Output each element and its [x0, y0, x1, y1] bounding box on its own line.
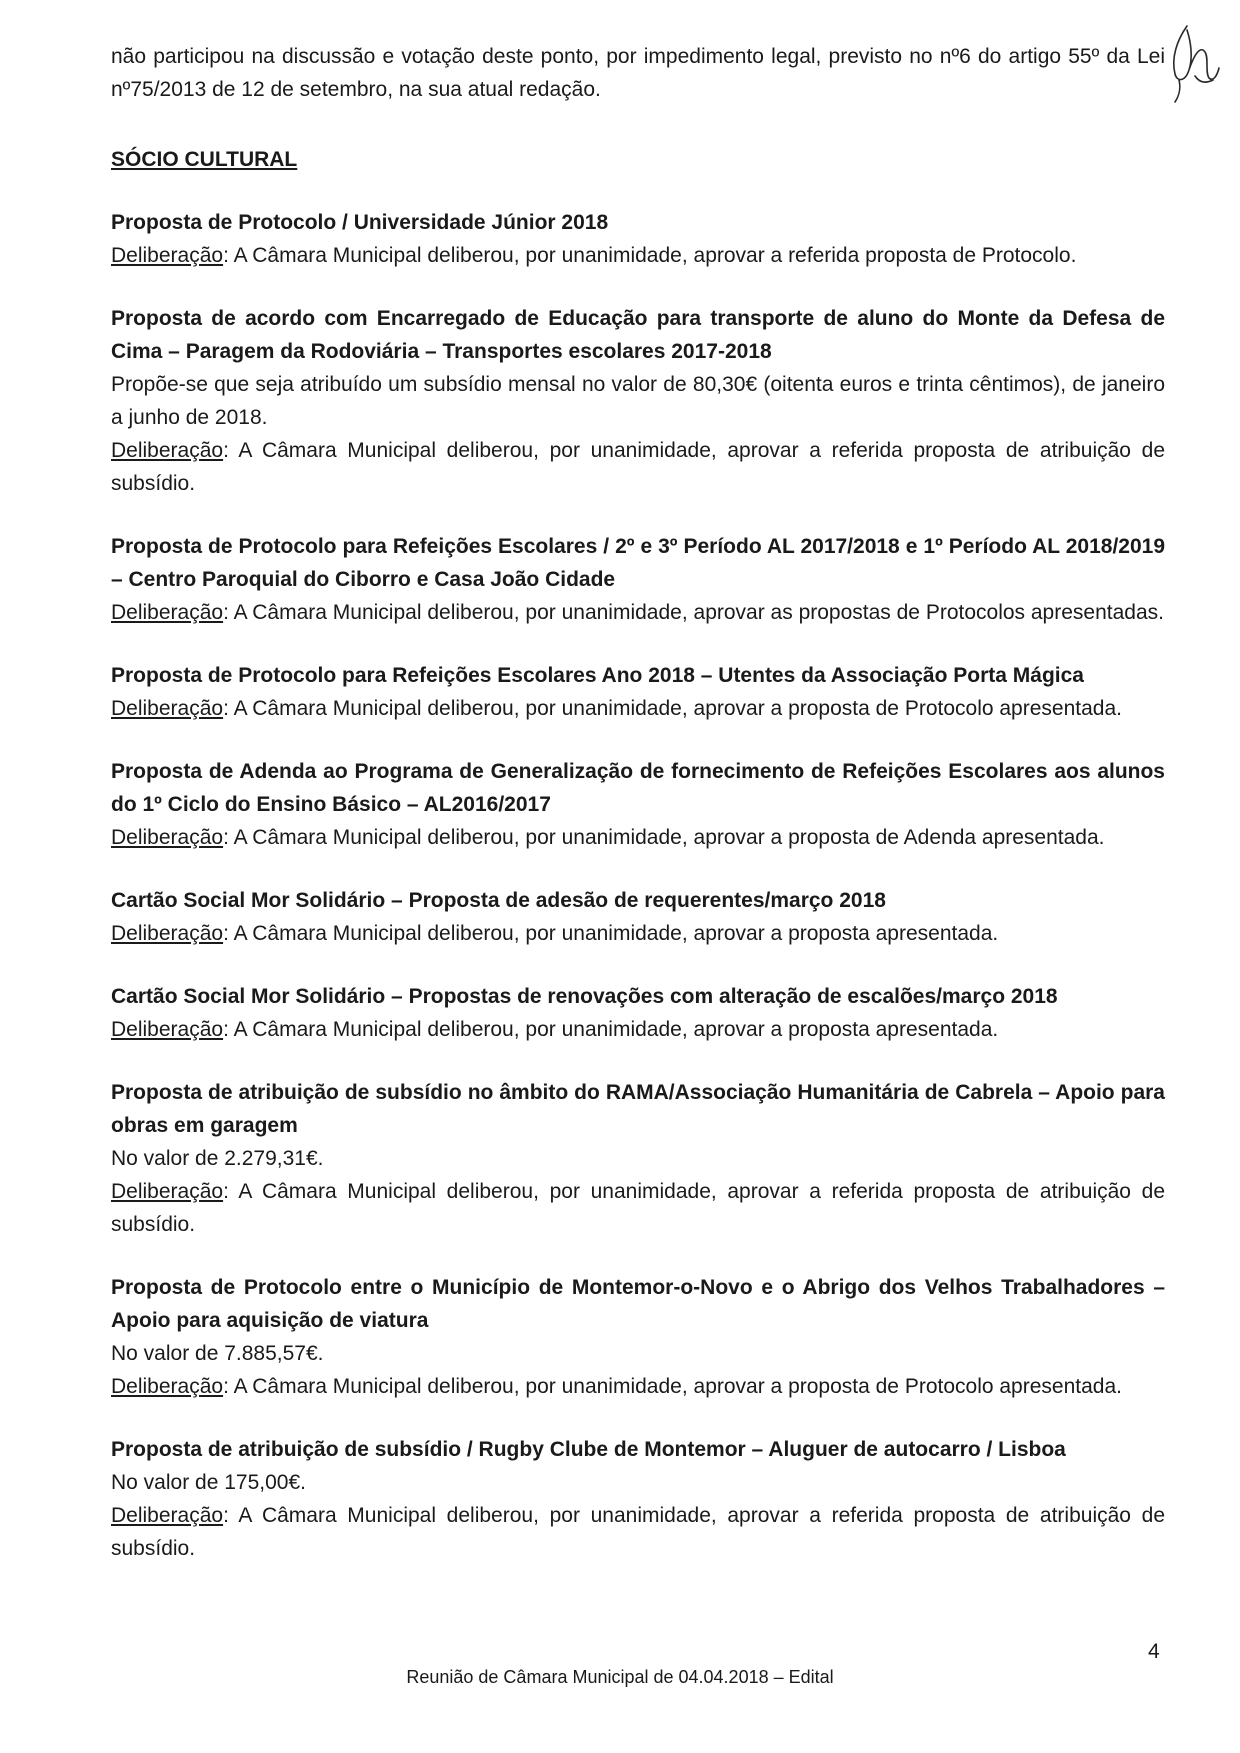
deliberation-text: : A Câmara Municipal deliberou, por unanimidade, aprovar a proposta de Protocolo apresentada.: [223, 697, 1122, 720]
agenda-item-title: Proposta de Protocolo entre o Município de Montemor-o-Novo e o Abrigo dos Velhos Trabalhadores – Apoio para aquisição de viatura: [111, 1276, 1165, 1332]
agenda-item: [111, 659, 1165, 725]
agenda-item: [111, 755, 1165, 854]
document-body: [111, 40, 1165, 1565]
agenda-item: [111, 980, 1165, 1046]
intro-paragraph: não participou na discussão e votação deste ponto, por impedimento legal, previsto no nº6 do artigo 55º da Lei nº75/2013 de 12 de setembro, na sua atual redação.: [111, 45, 1165, 101]
deliberation-label: Deliberação: [111, 697, 224, 720]
deliberation-paragraph: [111, 1370, 1165, 1403]
agenda-item-detail: No valor de 2.279,31€.: [111, 1147, 324, 1170]
agenda-item: [111, 1271, 1165, 1403]
deliberation-text: : A Câmara Municipal deliberou, por unanimidade, aprovar a referida proposta de Protocolo.: [223, 244, 1077, 267]
deliberation-text: : A Câmara Municipal deliberou, por unanimidade, aprovar a proposta de Protocolo apresentada.: [223, 1375, 1122, 1398]
deliberation-paragraph: [111, 917, 1165, 950]
deliberation-label: Deliberação: [111, 244, 224, 267]
agenda-item: [111, 884, 1165, 950]
deliberation-text: : A Câmara Municipal deliberou, por unanimidade, aprovar a proposta de Adenda apresentada.: [223, 826, 1105, 849]
deliberation-paragraph: [111, 692, 1165, 725]
deliberation-paragraph: [111, 821, 1165, 854]
deliberation-text: : A Câmara Municipal deliberou, por unanimidade, aprovar a proposta apresentada.: [223, 1018, 999, 1041]
deliberation-paragraph: [111, 596, 1165, 629]
deliberation-text: : A Câmara Municipal deliberou, por unanimidade, aprovar a referida proposta de atribuição de subsídio.: [111, 1180, 1165, 1236]
deliberation-text: : A Câmara Municipal deliberou, por unanimidade, aprovar as propostas de Protocolos apresentadas.: [223, 601, 1164, 624]
deliberation-label: Deliberação: [111, 1180, 224, 1203]
agenda-item-detail: No valor de 7.885,57€.: [111, 1342, 324, 1365]
agenda-item: [111, 1433, 1165, 1565]
deliberation-label: Deliberação: [111, 826, 224, 849]
agenda-item-title: Proposta de Protocolo para Refeições Escolares Ano 2018 – Utentes da Associação Porta Mágica: [111, 664, 1084, 687]
signature-mark: [1165, 22, 1225, 104]
agenda-item-title: Cartão Social Mor Solidário – Proposta de adesão de requerentes/março 2018: [111, 889, 886, 912]
page-number: 4: [1148, 1640, 1160, 1663]
agenda-item-title: Proposta de Protocolo / Universidade Júnior 2018: [111, 211, 609, 234]
deliberation-label: Deliberação: [111, 1375, 224, 1398]
deliberation-label: Deliberação: [111, 439, 224, 462]
agenda-item: [111, 302, 1165, 500]
deliberation-label: Deliberação: [111, 1504, 224, 1527]
deliberation-text: : A Câmara Municipal deliberou, por unanimidade, aprovar a proposta apresentada.: [223, 922, 999, 945]
deliberation-paragraph: [111, 239, 1165, 272]
agenda-item-title: Proposta de Adenda ao Programa de Generalização de fornecimento de Refeições Escolares aos alunos do 1º Ciclo do Ensino Básico – AL2016/2017: [111, 760, 1165, 816]
deliberation-paragraph: [111, 1499, 1165, 1565]
deliberation-text: : A Câmara Municipal deliberou, por unanimidade, aprovar a referida proposta de atribuição de subsídio.: [111, 439, 1165, 495]
agenda-items: [111, 206, 1165, 1565]
deliberation-paragraph: [111, 1175, 1165, 1241]
agenda-item-title: Proposta de atribuição de subsídio no âmbito do RAMA/Associação Humanitária de Cabrela – Apoio para obras em garagem: [111, 1081, 1165, 1137]
agenda-item: [111, 1076, 1165, 1241]
deliberation-label: Deliberação: [111, 922, 224, 945]
agenda-item-title: Proposta de atribuição de subsídio / Rugby Clube de Montemor – Aluguer de autocarro / Lisboa: [111, 1438, 1066, 1461]
agenda-item-detail: No valor de 175,00€.: [111, 1471, 306, 1494]
agenda-item-title: Proposta de Protocolo para Refeições Escolares / 2º e 3º Período AL 2017/2018 e 1º Período AL 2018/2019 – Centro Paroquial do Ciborro e Casa João Cidade: [111, 535, 1165, 591]
deliberation-text: : A Câmara Municipal deliberou, por unanimidade, aprovar a referida proposta de atribuição de subsídio.: [111, 1504, 1165, 1560]
deliberation-label: Deliberação: [111, 1018, 224, 1041]
section-heading: SÓCIO CULTURAL: [111, 148, 298, 171]
deliberation-label: Deliberação: [111, 601, 224, 624]
agenda-item-title: Cartão Social Mor Solidário – Propostas de renovações com alteração de escalões/março 2018: [111, 985, 1058, 1008]
agenda-item-title: Proposta de acordo com Encarregado de Educação para transporte de aluno do Monte da Defesa de Cima – Paragem da Rodoviária – Transportes escolares 2017-2018: [111, 307, 1165, 363]
deliberation-paragraph: [111, 434, 1165, 500]
footer-caption: Reunião de Câmara Municipal de 04.04.2018 – Edital: [406, 1667, 834, 1687]
deliberation-paragraph: [111, 1013, 1165, 1046]
agenda-item: [111, 206, 1165, 272]
agenda-item-detail: Propõe-se que seja atribuído um subsídio mensal no valor de 80,30€ (oitenta euros e trinta cêntimos), de janeiro a junho de 2018.: [111, 373, 1165, 429]
agenda-item: [111, 530, 1165, 629]
